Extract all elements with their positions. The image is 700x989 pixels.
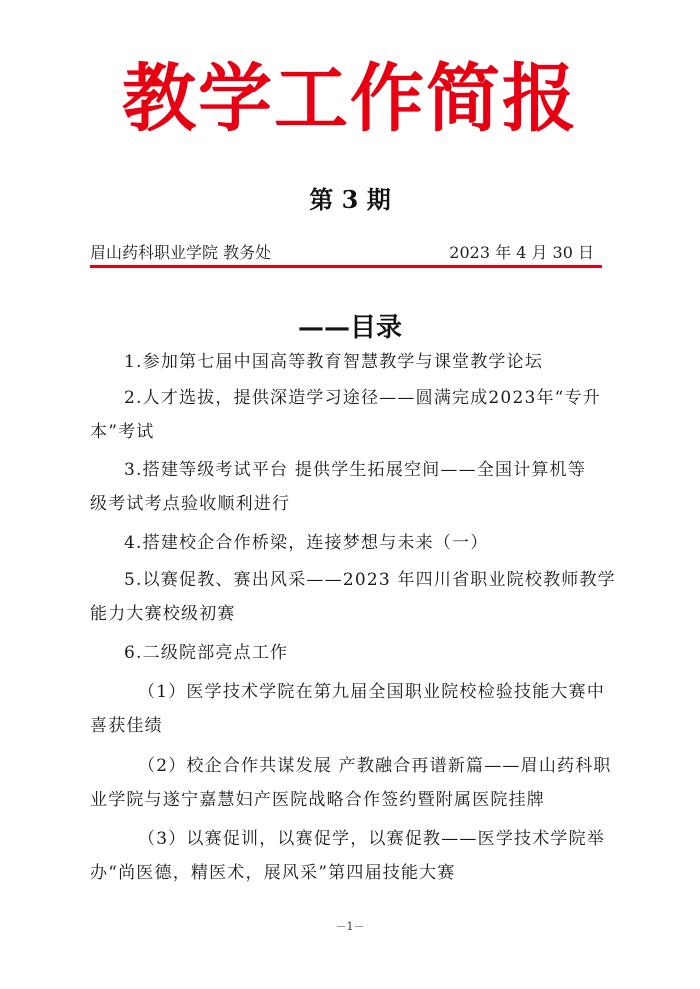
toc-line: 级考试考点验收顺利进行	[90, 494, 291, 514]
issue-date: 2023 年 4 月 30 日	[449, 243, 594, 262]
masthead-title: 教学工作简报	[122, 56, 578, 142]
toc-item	[90, 636, 612, 670]
toc-line: 喜获佳绩	[90, 716, 163, 736]
toc-line: 能力大赛校级初赛	[90, 604, 236, 624]
toc-subitem	[90, 675, 612, 743]
toc-item	[90, 453, 612, 521]
toc-line: （1）医学技术学院在第九届全国职业院校检验技能大赛中	[138, 682, 606, 702]
toc-line: 5.以赛促教、赛出风采——2023 年四川省职业院校教师教学	[124, 570, 616, 590]
toc-item	[90, 563, 616, 631]
issue-number: 第 3 期	[309, 185, 391, 214]
toc-line: 业学院与遂宁嘉慧妇产医院战略合作签约暨附属医院挂牌	[90, 790, 545, 810]
toc-line: （3）以赛促训，以赛促学，以赛促教——医学技术学院举	[138, 829, 606, 849]
toc-line: 6.二级院部亮点工作	[124, 643, 289, 663]
toc-line: 1.参加第七届中国高等教育智慧教学与课堂教学论坛	[124, 352, 544, 372]
toc-line: 办“尚医德，精医术，展风采”第四届技能大赛	[90, 863, 456, 883]
toc-line: 3.搭建等级考试平台 提供学生拓展空间——全国计算机等	[124, 460, 587, 480]
toc-line: 2.人才选拔，提供深造学习途径——圆满完成2023年“专升	[124, 388, 601, 408]
toc-line: 4.搭建校企合作桥梁，连接梦想与未来（一）	[124, 533, 489, 553]
org-name: 眉山药科职业学院 教务处	[90, 243, 272, 262]
toc-subitem	[90, 822, 612, 890]
toc-item	[90, 526, 612, 560]
toc-line: （2）校企合作共谋发展 产教融合再谱新篇——眉山药科职	[138, 756, 612, 776]
toc-subitem	[90, 749, 612, 817]
toc-item	[90, 345, 612, 379]
toc-line: 本”考试	[90, 422, 155, 442]
red-divider	[90, 265, 602, 268]
page-number: －1－	[335, 920, 365, 933]
toc-item	[90, 381, 612, 449]
toc-title: ——目录	[297, 313, 402, 343]
